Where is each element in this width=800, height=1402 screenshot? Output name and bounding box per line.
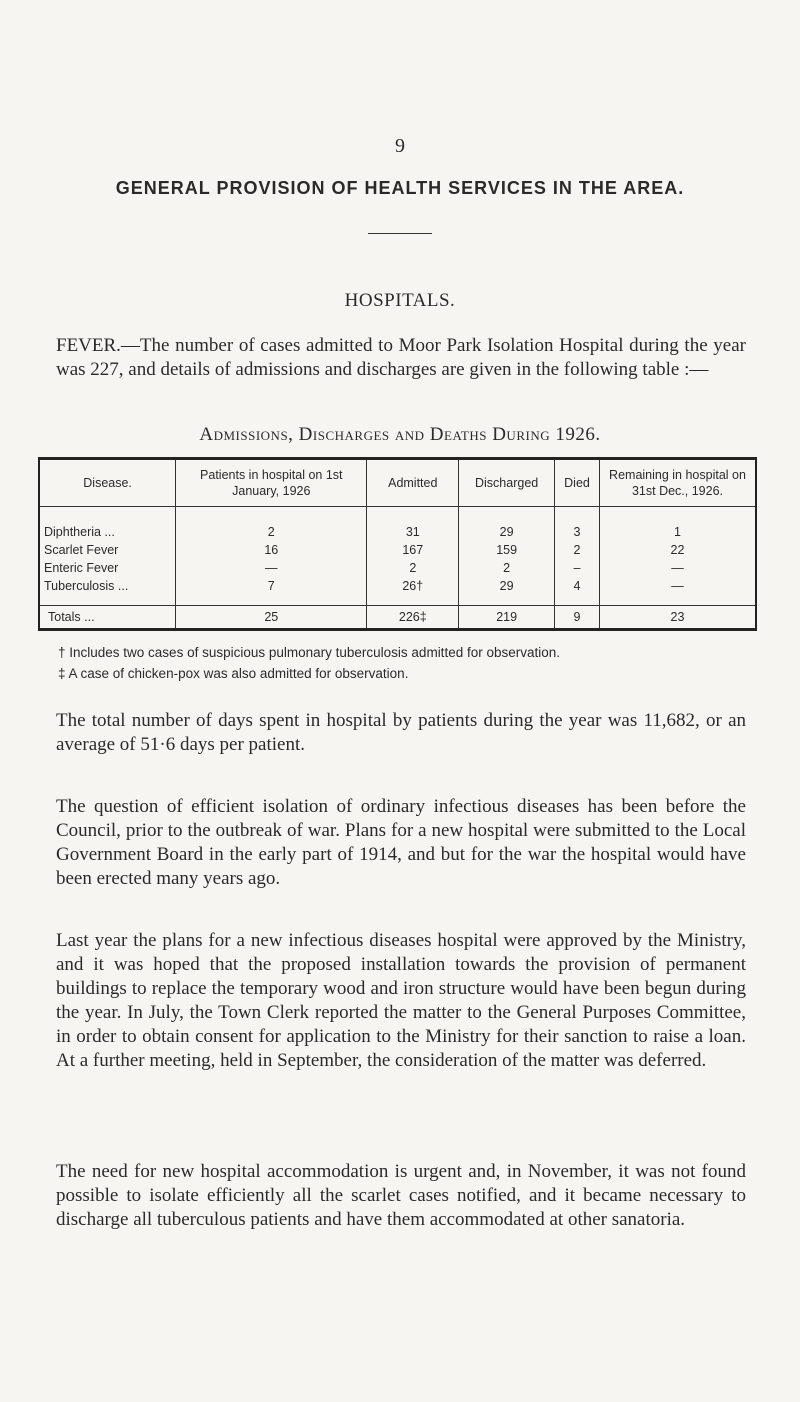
table-title: Admissions, Discharges and Deaths During 1926. bbox=[199, 424, 601, 445]
cell-admitted: 167 bbox=[367, 541, 459, 559]
cell-discharged: 29 bbox=[459, 577, 555, 606]
cell-disease: Enteric Fever bbox=[39, 559, 176, 577]
admissions-table bbox=[38, 457, 757, 631]
footnote-dagger: † Includes two cases of suspicious pulmonary tuberculosis admitted for observation. bbox=[58, 645, 561, 660]
table-row bbox=[39, 507, 756, 542]
cell-admitted: 26† bbox=[367, 577, 459, 606]
cell-died: 4 bbox=[555, 577, 600, 606]
paragraph-plans: Last year the plans for a new infectious diseases hospital were approved by the Ministry, and it was hoped that the proposed installation towards the provision of permanent buildings to replace the temporary wood and iron structure would have been begun during the year. In July, the Town Clerk reported the matter to the General Purposes Committee, in order to obtain consent for application to the Ministry for their sanction to raise a loan. At a further meeting, held in September, the consideration of the matter was deferred. bbox=[56, 930, 746, 1071]
cell-remaining: 22 bbox=[599, 541, 756, 559]
cell-remaining: — bbox=[599, 559, 756, 577]
cell-in-hospital: 7 bbox=[176, 577, 367, 606]
header-died: Died bbox=[555, 459, 600, 507]
paragraph-isolation: The question of efficient isolation of ordinary infectious diseases has been before the Council, prior to the outbreak of war. Plans for a new hospital were submitted to the Local Government Board in the early part of 1914, and but for the war the hospital would have been erected many years ago. bbox=[56, 796, 746, 889]
intro-paragraph: FEVER.—The number of cases admitted to Moor Park Isolation Hospital during the year was 227, and details of admissions and discharges are given in the following table :— bbox=[56, 335, 746, 380]
cell-disease: Diphtheria ... bbox=[39, 507, 176, 542]
cell-admitted: 2 bbox=[367, 559, 459, 577]
cell-remaining: 1 bbox=[599, 507, 756, 542]
header-remaining: Remaining in hospital on 31st Dec., 1926. bbox=[599, 459, 756, 507]
total-remaining: 23 bbox=[599, 606, 756, 630]
title-divider bbox=[368, 233, 432, 234]
cell-in-hospital: — bbox=[176, 559, 367, 577]
header-admitted: Admitted bbox=[367, 459, 459, 507]
table-row bbox=[39, 559, 756, 577]
cell-died: 3 bbox=[555, 507, 600, 542]
header-discharged: Discharged bbox=[459, 459, 555, 507]
total-died: 9 bbox=[555, 606, 600, 630]
cell-discharged: 159 bbox=[459, 541, 555, 559]
cell-discharged: 2 bbox=[459, 559, 555, 577]
total-admitted: 226‡ bbox=[367, 606, 459, 630]
header-in-hospital: Patients in hospital on 1st January, 1926 bbox=[176, 459, 367, 507]
cell-disease: Tuberculosis ... bbox=[39, 577, 176, 606]
section-title: HOSPITALS. bbox=[344, 290, 456, 311]
total-in-hospital: 25 bbox=[176, 606, 367, 630]
cell-died: – bbox=[555, 559, 600, 577]
header-disease: Disease. bbox=[39, 459, 176, 507]
cell-admitted: 31 bbox=[367, 507, 459, 542]
paragraph-days: The total number of days spent in hospital by patients during the year was 11,682, or an average of 51·6 days per patient. bbox=[56, 710, 746, 755]
cell-in-hospital: 16 bbox=[176, 541, 367, 559]
cell-died: 2 bbox=[555, 541, 600, 559]
paragraph-accommodation: The need for new hospital accommodation is urgent and, in November, it was not found possible to isolate efficiently all the scarlet cases notified, and it became necessary to discharge all tuberculous patients and have them accommodated at other sanatoria. bbox=[56, 1161, 746, 1230]
table-header-row bbox=[39, 459, 756, 507]
cell-in-hospital: 2 bbox=[176, 507, 367, 542]
page-number: 9 bbox=[395, 135, 405, 157]
table-row bbox=[39, 577, 756, 606]
footnote-double-dagger: ‡ A case of chicken-pox was also admitted for observation. bbox=[58, 666, 409, 681]
cell-remaining: — bbox=[599, 577, 756, 606]
totals-row bbox=[39, 606, 756, 630]
cell-disease: Scarlet Fever bbox=[39, 541, 176, 559]
total-discharged: 219 bbox=[459, 606, 555, 630]
cell-discharged: 29 bbox=[459, 507, 555, 542]
page-title: GENERAL PROVISION OF HEALTH SERVICES IN THE AREA. bbox=[115, 178, 685, 198]
totals-label: Totals ... bbox=[39, 606, 176, 630]
table-row bbox=[39, 541, 756, 559]
